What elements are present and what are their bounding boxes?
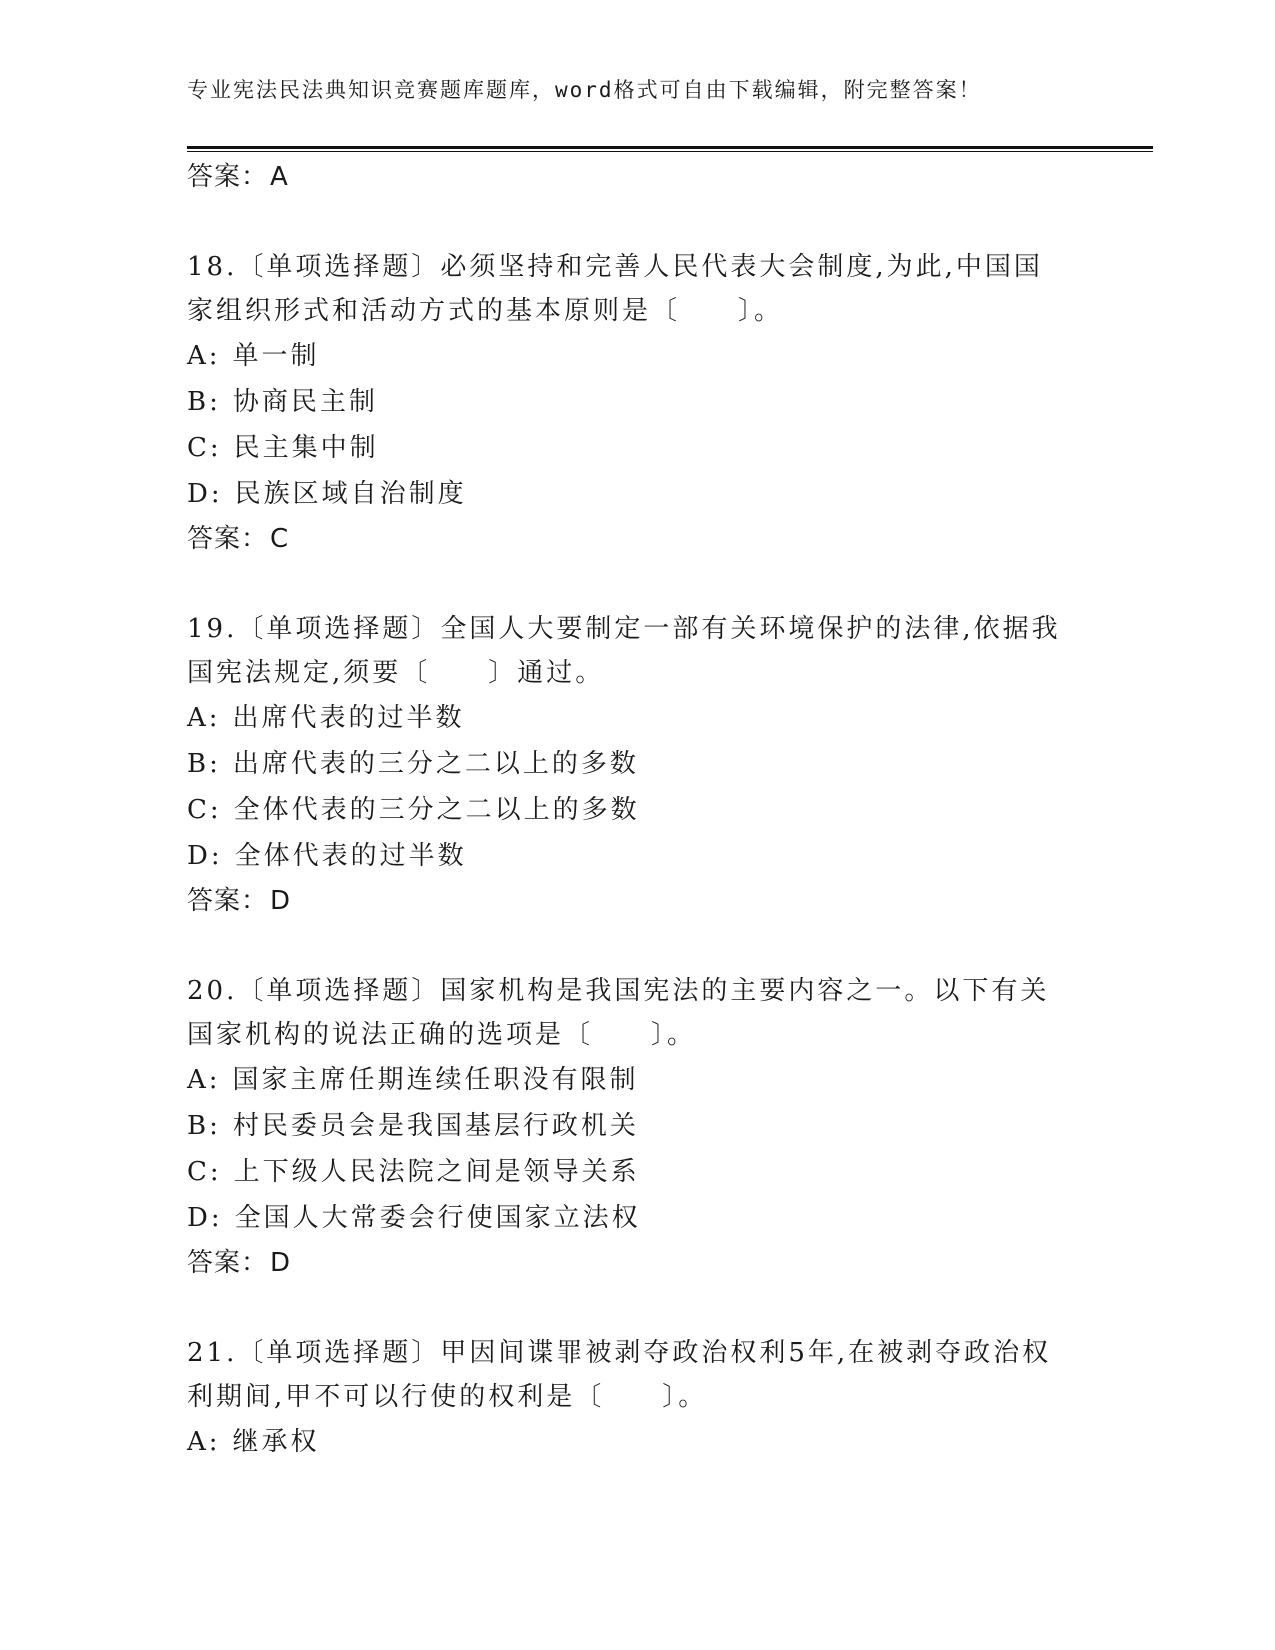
option-text: 国家主席任期连续任职没有限制: [232, 1065, 639, 1095]
option-text: 村民委员会是我国基层行政机关: [232, 1111, 639, 1141]
page-header: 专业宪法民法典知识竞赛题库题库，word格式可自由下载编辑，附完整答案！: [187, 78, 982, 102]
question-20: [187, 969, 1087, 1285]
previous-answer: [187, 155, 1087, 199]
answer-line: [187, 1241, 1087, 1285]
option-key: C:: [187, 1157, 222, 1187]
option-key: B:: [187, 387, 221, 417]
answer-value: C: [270, 524, 290, 554]
header-rule-thin: [187, 151, 1153, 152]
document-body: [187, 155, 1087, 1465]
option-text: 民族区域自治制度: [234, 479, 467, 509]
answer-label: 答案：: [187, 1248, 269, 1278]
answer-label: 答案：: [187, 524, 269, 554]
option-text: 全体代表的过半数: [234, 841, 467, 871]
answer-line: [187, 517, 1087, 561]
option-key: D:: [187, 841, 223, 871]
question-text: 20.〔单项选择题〕国家机构是我国宪法的主要内容之一。以下有关国家机构的说法正确的选项是〔 〕。: [187, 976, 1050, 1050]
option-key: A:: [187, 341, 221, 371]
option-text: 协商民主制: [232, 387, 378, 417]
answer-value: A: [270, 162, 289, 192]
option-key: C:: [187, 433, 222, 463]
option-a: [187, 333, 1087, 379]
option-key: B:: [187, 749, 221, 779]
option-text: 出席代表的过半数: [232, 703, 465, 733]
question-18: [187, 245, 1087, 561]
option-text: 单一制: [232, 341, 320, 371]
question-21: [187, 1331, 1087, 1465]
option-key: A:: [187, 1427, 221, 1457]
answer-value: D: [270, 886, 292, 916]
option-a: [187, 1419, 1087, 1465]
option-text: 民主集中制: [233, 433, 379, 463]
option-d: [187, 833, 1087, 879]
header-rule-thick: [187, 146, 1153, 149]
option-key: D:: [187, 1203, 223, 1233]
option-c: [187, 1149, 1087, 1195]
option-a: [187, 695, 1087, 741]
option-key: B:: [187, 1111, 221, 1141]
option-text: 全体代表的三分之二以上的多数: [233, 795, 640, 825]
option-b: [187, 741, 1087, 787]
answer-line: [187, 879, 1087, 923]
option-d: [187, 1195, 1087, 1241]
option-text: 继承权: [232, 1427, 320, 1457]
option-d: [187, 471, 1087, 517]
question-text: 21.〔单项选择题〕甲因间谍罪被剥夺政治权利5年,在被剥夺政治权利期间,甲不可以行使的权利是〔 〕。: [187, 1338, 1052, 1412]
option-c: [187, 425, 1087, 471]
option-key: A:: [187, 1065, 221, 1095]
option-b: [187, 379, 1087, 425]
option-key: A:: [187, 703, 221, 733]
answer-value: D: [270, 1248, 292, 1278]
answer-label: 答案：: [187, 162, 269, 192]
answer-label: 答案：: [187, 886, 269, 916]
question-text: 19.〔单项选择题〕全国人大要制定一部有关环境保护的法律,依据我国宪法规定,须要〔 〕通过。: [187, 614, 1061, 688]
question-text: 18.〔单项选择题〕必须坚持和完善人民代表大会制度,为此,中国国家组织形式和活动方式的基本原则是〔 〕。: [187, 252, 1043, 326]
option-text: 全国人大常委会行使国家立法权: [234, 1203, 641, 1233]
question-19: [187, 607, 1087, 923]
option-a: [187, 1057, 1087, 1103]
option-b: [187, 1103, 1087, 1149]
option-text: 出席代表的三分之二以上的多数: [232, 749, 639, 779]
option-c: [187, 787, 1087, 833]
option-text: 上下级人民法院之间是领导关系: [233, 1157, 640, 1187]
option-key: C:: [187, 795, 222, 825]
option-key: D:: [187, 479, 223, 509]
